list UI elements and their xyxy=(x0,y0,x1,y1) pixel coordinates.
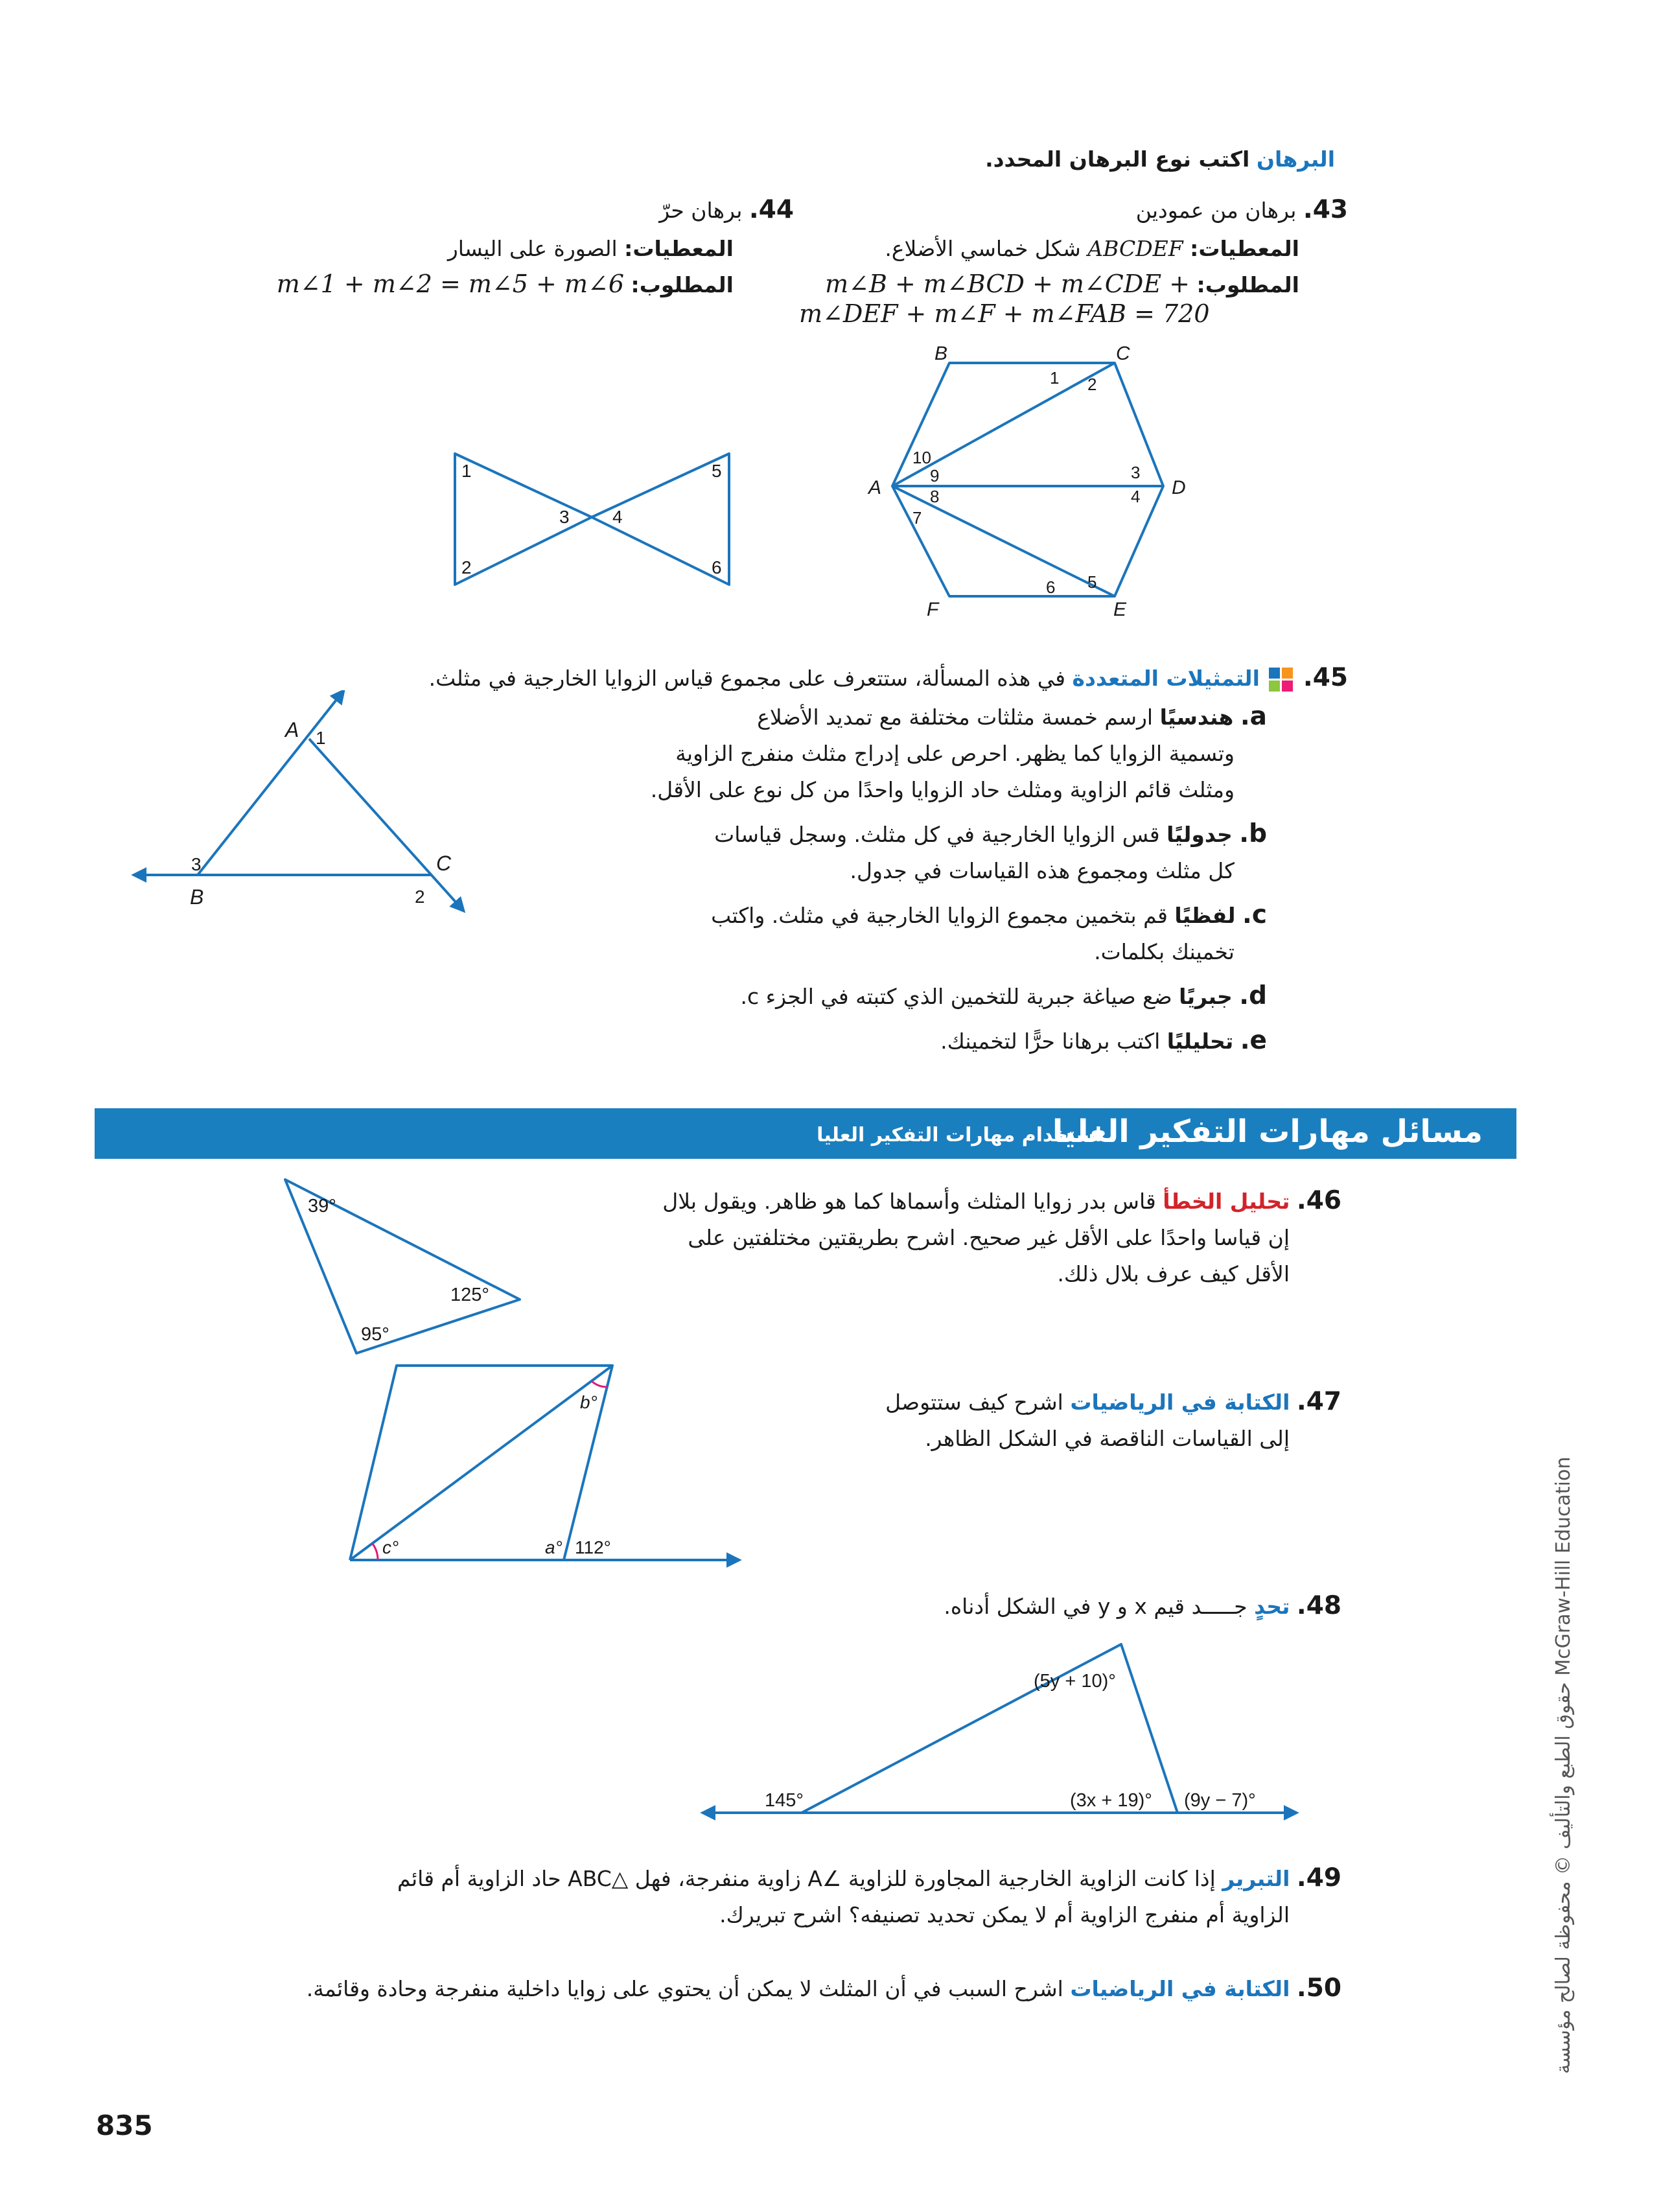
q46-block xyxy=(434,1183,1341,1292)
hex-angle-7: 7 xyxy=(912,508,922,528)
hex-angle-4: 4 xyxy=(1131,487,1141,506)
hex-angle-6: 6 xyxy=(1046,577,1056,597)
q45-vertex-c: C xyxy=(436,852,452,875)
bowtie-angle-5: 5 xyxy=(712,461,722,481)
q45-part-e-label: تحليليًا xyxy=(1166,1029,1234,1054)
bowtie-angle-1: 1 xyxy=(461,461,472,481)
q45-side-ac-ray xyxy=(309,739,463,911)
q47-angle-b-arc xyxy=(592,1381,607,1387)
q45-part-e-line1: اكتب برهانا حرًّا لتخمينك. xyxy=(940,1029,1161,1054)
q47-angle-b: b° xyxy=(580,1392,597,1412)
q45-part-b xyxy=(489,816,1267,889)
hex-angle-1: 1 xyxy=(1050,368,1060,388)
q44-prove xyxy=(21,266,734,303)
hex-angle-2: 2 xyxy=(1087,375,1097,394)
q47-angle-c-arc xyxy=(373,1544,378,1560)
q49-label: التبرير xyxy=(1222,1866,1290,1891)
q44-number: 44. xyxy=(748,195,794,224)
q46-triangle-figure xyxy=(279,1173,538,1361)
hex-angle-8: 8 xyxy=(930,487,940,506)
q45-part-d-line1: ضع صياغة جبرية للتخمين الذي كتبته في الجزء c. xyxy=(740,984,1172,1009)
q47-angle-112: 112° xyxy=(575,1537,611,1557)
vertex-e: E xyxy=(1113,599,1127,620)
q50-label: الكتابة في الرياضيات xyxy=(1070,1976,1290,2001)
q47-line1: اشرح كيف ستتوصل xyxy=(885,1390,1063,1415)
q44-given-label: المعطيات: xyxy=(624,236,734,261)
vertex-d: D xyxy=(1172,477,1186,498)
section-header xyxy=(493,141,1335,178)
q46-angle-39: 39° xyxy=(308,1196,336,1217)
q45-part-a-line2: وتسمية الزوايا كما يظهر. احرص على إدراج مثلث منفرج الزاوية xyxy=(675,741,1235,766)
q45-part-b-line1: قس الزوايا الخارجية في كل مثلث. وسجل قياسات xyxy=(714,822,1160,847)
q46-number: 46. xyxy=(1296,1186,1341,1215)
q45-part-d-label: جبريًا xyxy=(1179,984,1233,1009)
q45-angle-3: 3 xyxy=(191,854,202,874)
q45-title: التمثيلات المتعددة xyxy=(1072,666,1260,691)
bowtie-angle-3: 3 xyxy=(559,507,570,527)
q47-angle-a: a° xyxy=(545,1537,563,1557)
q45-vertex-a: A xyxy=(285,718,299,741)
q43-given-text: شكل خماسي الأضلاع. xyxy=(885,236,1081,261)
q45-part-d-letter: d. xyxy=(1239,981,1267,1010)
q45-angle-1: 1 xyxy=(316,728,326,748)
q45-number: 45. xyxy=(1303,663,1348,692)
hex-angle-3: 3 xyxy=(1131,463,1141,482)
q43-prove-label: المطلوب: xyxy=(1196,272,1299,297)
vertex-b: B xyxy=(934,343,948,364)
q45-part-c-line1: قم بتخمين مجموع الزوايا الخارجية في مثلث. واكتب xyxy=(711,903,1168,928)
q50-block xyxy=(143,1970,1341,2007)
header-label: البرهان xyxy=(1256,146,1335,172)
header-instruction: اكتب نوع البرهان المحدد. xyxy=(985,146,1250,172)
hex-angle-10: 10 xyxy=(912,448,931,467)
q49-block xyxy=(207,1860,1341,1933)
banner-subtitle: استخدام مهارات التفكير العليا xyxy=(817,1124,1102,1147)
q44-given-text: الصورة على اليسار xyxy=(447,236,618,261)
q43-number: 43. xyxy=(1303,195,1348,224)
q44-heading xyxy=(405,192,794,229)
hex-angle-9: 9 xyxy=(930,466,940,485)
q46-angle-125: 125° xyxy=(450,1285,489,1305)
q48-triangle-figure xyxy=(697,1630,1306,1837)
q45-side-ba-ray xyxy=(198,691,343,875)
q48-angle-3x: (3x + 19)° xyxy=(1070,1790,1152,1811)
q46-label: تحليل الخطأ xyxy=(1163,1189,1290,1214)
q45-part-c-line2: تخمينك بكلمات. xyxy=(1094,939,1235,964)
page-number: 835 xyxy=(96,2110,153,2141)
q45-part-a xyxy=(489,699,1267,808)
q45-part-b-label: جدوليًا xyxy=(1166,822,1233,847)
bowtie-angle-4: 4 xyxy=(612,507,623,527)
q49-line1: إذا كانت الزاوية الخارجية المجاورة للزاوية ∠A زاوية منفرجة، فهل △ABC حاد الزاوية أم قائم xyxy=(397,1866,1216,1891)
q44-given xyxy=(280,231,734,267)
q48-heading xyxy=(693,1588,1341,1625)
q45-part-a-line3: ومثلث قائم الزاوية ومثلث حاد الزوايا واحدًا من كل نوع على الأقل. xyxy=(650,777,1235,802)
q45-intro: في هذه المسألة، ستتعرف على مجموع قياس الزوايا الخارجية في مثلث. xyxy=(428,666,1066,691)
hex-angle-5: 5 xyxy=(1087,572,1097,592)
q45-part-b-letter: b. xyxy=(1239,819,1267,848)
q43-prove-line1: m∠B + m∠BCD + m∠CDE + xyxy=(825,270,1190,298)
q50-number: 50. xyxy=(1296,1973,1341,2003)
q43-heading xyxy=(700,192,1348,229)
q49-line2: الزاوية أم منفرج الزاوية أم لا يمكن تحديد تصنيفه؟ اشرح تبريرك. xyxy=(719,1902,1290,1927)
q45-part-e-letter: e. xyxy=(1240,1026,1267,1055)
q48-triangle-sides xyxy=(802,1644,1178,1813)
q47-block xyxy=(758,1384,1341,1457)
q45-angle-2: 2 xyxy=(415,887,425,907)
q48-text: جـــــد قيم x و y في الشكل أدناه. xyxy=(944,1594,1247,1619)
q45-part-c-letter: c. xyxy=(1242,900,1267,929)
q47-label: الكتابة في الرياضيات xyxy=(1070,1390,1290,1415)
q49-number: 49. xyxy=(1296,1863,1341,1892)
diagonal-ac xyxy=(892,363,1115,486)
bowtie-angle-2: 2 xyxy=(461,557,472,577)
q45-part-c xyxy=(489,897,1267,970)
q45-part-a-letter: a. xyxy=(1240,702,1267,731)
q45-part-d xyxy=(489,978,1267,1015)
hexagon-figure xyxy=(862,343,1225,622)
q46-angle-95: 95° xyxy=(361,1324,389,1345)
q45-part-e xyxy=(489,1023,1267,1060)
q44-prove-math: m∠1 + m∠2 = m∠5 + m∠6 xyxy=(276,270,624,298)
vertex-a: A xyxy=(868,477,882,498)
q45-part-a-label: هندسيًا xyxy=(1159,704,1234,730)
q48-angle-top: (5y + 10)° xyxy=(1034,1671,1116,1692)
q45-vertex-b: B xyxy=(190,885,204,909)
higher-order-thinking-banner xyxy=(95,1108,1516,1159)
q44-type: برهان حرّ xyxy=(659,198,743,223)
q46-line2: إن قياسا واحدًا على الأقل غير صحيح. اشرح بطريقتين مختلفتين على xyxy=(688,1225,1290,1250)
bowtie-angle-6: 6 xyxy=(712,557,722,577)
q47-line2: إلى القياسات الناقصة في الشكل الظاهر. xyxy=(925,1426,1290,1451)
q45-part-c-label: لفظيًا xyxy=(1174,903,1236,928)
vertex-f: F xyxy=(927,599,939,620)
q43-given-label: المعطيات: xyxy=(1190,236,1299,261)
q43-type: برهان من عمودين xyxy=(1135,198,1297,223)
q46-line3: الأقل كيف عرف بلال ذلك. xyxy=(1057,1261,1290,1286)
q45-part-b-line2: كل مثلث ومجموع هذه القياسات في جدول. xyxy=(850,858,1235,883)
q43-prove xyxy=(651,266,1299,303)
q47-number: 47. xyxy=(1296,1387,1341,1416)
banner-title: مسائل مهارات التفكير العليا xyxy=(1052,1113,1483,1150)
q47-angle-c: c° xyxy=(382,1537,399,1557)
q44-prove-label: المطلوب: xyxy=(631,272,734,297)
q45-exterior-angle-figure xyxy=(126,690,489,930)
bowtie-left-triangle xyxy=(455,454,592,585)
q43-given xyxy=(651,231,1299,267)
q48-label: تحدٍ xyxy=(1254,1594,1290,1619)
copyright-sidebar xyxy=(1546,1426,1591,2074)
q48-angle-9y: (9y − 7)° xyxy=(1184,1790,1256,1811)
q43-prove-line2: m∠DEF + m∠F + m∠FAB = 720 xyxy=(799,299,1210,328)
diagonal-ae xyxy=(892,486,1115,596)
multiple-representations-icon xyxy=(1266,665,1296,695)
q45-parts xyxy=(489,699,1267,1060)
q48-angle-145: 145° xyxy=(765,1790,804,1811)
vertex-c: C xyxy=(1116,343,1130,364)
q48-number: 48. xyxy=(1296,1591,1341,1620)
copyright-text: حقوق الطبع والتأليف © محفوظة لصالح مؤسسة McGraw-Hill Education xyxy=(1552,1456,1575,2074)
bowtie-figure xyxy=(441,441,745,596)
q47-parallelogram-figure xyxy=(340,1358,755,1581)
q43-given-math: ABCDEF xyxy=(1087,236,1183,261)
q50-text: اشرح السبب في أن المثلث لا يمكن أن يحتوي على زوايا داخلية منفرجة وحادة وقائمة. xyxy=(306,1976,1063,2001)
q45-part-a-line1: ارسم خمسة مثلثات مختلفة مع تمديد الأضلاع xyxy=(757,704,1154,730)
q46-line1: قاس بدر زوايا المثلث وأسماها كما هو ظاهر. ويقول بلال xyxy=(662,1189,1156,1214)
